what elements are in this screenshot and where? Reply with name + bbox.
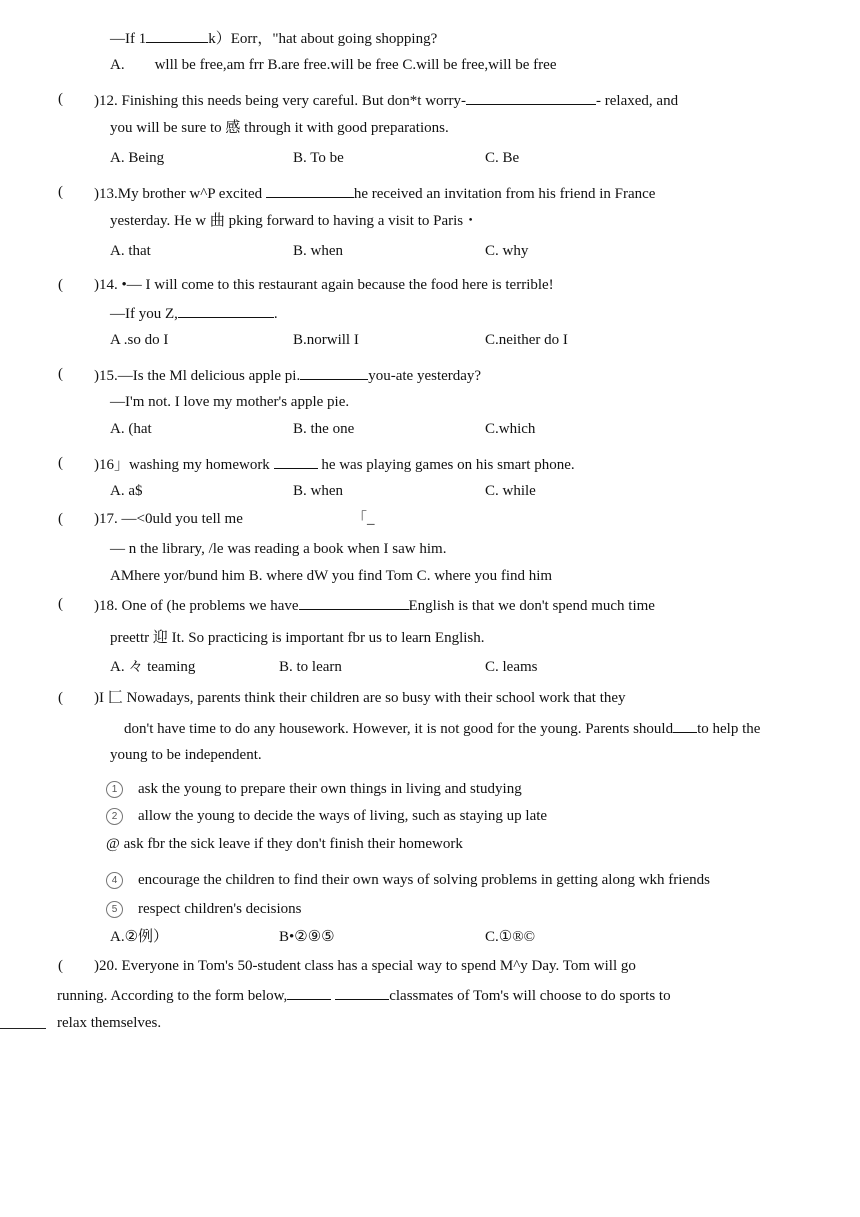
q19-item-text: respect children's decisions	[138, 901, 302, 917]
answer-blank[interactable]	[299, 595, 409, 610]
answer-blank[interactable]	[673, 718, 697, 733]
answer-blank[interactable]	[300, 365, 368, 380]
q16-option-c[interactable]: C. while	[485, 483, 536, 499]
q15-text-b: you-ate yesterday?	[368, 368, 482, 384]
q15-stem	[94, 365, 481, 385]
q19-line2	[124, 718, 760, 738]
q13-stem	[94, 183, 655, 203]
q15-option-a[interactable]: A. (hat	[110, 421, 152, 437]
q15-option-c[interactable]: C.which	[485, 421, 536, 437]
answer-blank[interactable]	[146, 28, 208, 43]
q19-text-a: don't have time to do any housework. However, it is not good for the young. Parents should	[124, 721, 674, 737]
q12-text-b: - relaxed, and	[596, 93, 679, 109]
q11-line	[110, 28, 437, 48]
q16-text-b: he was playing games on his smart phone.	[317, 457, 575, 473]
q18-line2: preettr 迎 It. So practicing is important fbr us to learn English.	[110, 630, 485, 646]
q12-line2: you will be sure to 感 through it with good preparations.	[110, 120, 449, 136]
q19-item-3	[106, 835, 463, 853]
q16-text-a: )16」washing my homework	[94, 457, 274, 473]
answer-paren[interactable]: (	[58, 366, 63, 382]
q15-line2: —I'm not. I love my mother's apple pie.	[110, 394, 350, 410]
q17-stem: )17. —<0uld you tell me	[94, 511, 243, 527]
q18-stem	[94, 595, 655, 615]
q20-line3: relax themselves.	[57, 1015, 162, 1031]
q16-option-a[interactable]: A. a$	[110, 483, 143, 499]
q13-option-c[interactable]: C. why	[485, 243, 529, 259]
q13-option-a[interactable]: A. that	[110, 243, 151, 259]
answer-paren[interactable]: (	[58, 958, 63, 974]
divider	[0, 1028, 46, 1029]
q13-text-b: he received an invitation from his friend in France	[353, 186, 656, 202]
circled-number-icon: 1	[106, 781, 123, 798]
q19-item-1	[106, 780, 522, 798]
q14-option-b[interactable]: B.norwill I	[293, 332, 359, 348]
q14-option-a[interactable]: A .so do I	[110, 332, 169, 348]
q19-option-a[interactable]: A.②例）	[110, 929, 169, 945]
q19-option-c[interactable]: C.①®©	[485, 929, 535, 945]
q17-mark: 「_	[352, 511, 375, 527]
answer-paren[interactable]: (	[58, 511, 63, 527]
q11-options	[110, 56, 556, 74]
q16-option-b[interactable]: B. when	[293, 483, 343, 499]
answer-blank[interactable]	[178, 303, 274, 318]
q15-option-b[interactable]: B. the one	[293, 421, 355, 437]
q20-stem: )20. Everyone in Tom's 50-student class has a special way to spend M^y Day. Tom will go	[94, 958, 636, 974]
answer-paren[interactable]: (	[58, 184, 63, 200]
q18-option-c[interactable]: C. leams	[485, 659, 538, 675]
answer-blank[interactable]	[287, 985, 331, 1000]
q11-text-b: k）Eorr，"hat about going shopping?	[208, 31, 438, 47]
q14-text-b: .	[273, 306, 278, 322]
q19-text-b: to help the	[697, 721, 761, 737]
q19-item-5	[106, 900, 301, 918]
q20-line2	[57, 985, 671, 1005]
q14-option-c[interactable]: C.neither do I	[485, 332, 568, 348]
answer-paren[interactable]: (	[58, 455, 63, 471]
q12-option-b[interactable]: B. To be	[293, 150, 344, 166]
q18-text-b: English is that we don't spend much time	[408, 598, 655, 614]
circled-number-icon: 5	[106, 901, 123, 918]
q17-line2: — n the library, /le was reading a book when I saw him.	[110, 541, 447, 557]
q19-item-4	[106, 871, 710, 889]
answer-blank[interactable]	[266, 183, 354, 198]
q20-text-a: running. According to the form below,	[57, 988, 288, 1004]
q18-text-a: )18. One of (he problems we have	[94, 598, 299, 614]
answer-blank[interactable]	[466, 90, 596, 105]
answer-blank[interactable]	[274, 454, 318, 469]
q19-stem: )I 匚 Nowadays, parents think their children are so busy with their school work that they	[94, 690, 626, 706]
q20-text-b: classmates of Tom's will choose to do sports to	[389, 988, 671, 1004]
q17-options[interactable]: AMhere yor/bund him B. where dW you find Tom C. where you find him	[110, 568, 553, 584]
q19-item-text: encourage the children to find their own ways of solving problems in getting along wkh friends	[138, 872, 710, 888]
q12-text-a: )12. Finishing this needs being very careful. But don*t worry-	[94, 93, 467, 109]
answer-paren[interactable]: (	[58, 277, 63, 293]
q16-stem	[94, 454, 575, 474]
q11-option-label: A.	[110, 57, 125, 73]
q13-text-a: )13.My brother w^P excited	[94, 186, 266, 202]
answer-blank[interactable]	[335, 985, 389, 1000]
answer-paren[interactable]: (	[58, 91, 63, 107]
answer-paren[interactable]: (	[58, 690, 63, 706]
q19-item-marker: @	[106, 836, 120, 852]
q13-line2: yesterday. He w 曲 pking forward to having a visit to Paris・	[110, 213, 479, 229]
answer-paren[interactable]: (	[58, 596, 63, 612]
q19-item-text: ask the young to prepare their own things in living and studying	[138, 781, 522, 797]
q11-option-text: wlll be free,am frr B.are free.will be free C.will be free,will be free	[154, 57, 557, 73]
q11-text-a: —If 1	[110, 31, 147, 47]
q19-item-text: allow the young to decide the ways of living, such as staying up late	[138, 808, 548, 824]
q18-option-b[interactable]: B. to learn	[279, 659, 342, 675]
q19-item-2	[106, 807, 547, 825]
q14-line2	[110, 303, 278, 323]
q14-stem: )14. •— I will come to this restaurant again because the food here is terrible!	[94, 277, 554, 293]
q12-option-c[interactable]: C. Be	[485, 150, 520, 166]
q14-text-a: —If you Z,	[110, 306, 178, 322]
q19-option-b[interactable]: B•②⑨⑤	[279, 929, 335, 945]
q13-option-b[interactable]: B. when	[293, 243, 343, 259]
q19-item-text: ask fbr the sick leave if they don't finish their homework	[123, 836, 463, 852]
circled-number-icon: 4	[106, 872, 123, 889]
circled-number-icon: 2	[106, 808, 123, 825]
q12-stem	[94, 90, 678, 110]
q18-option-a[interactable]: A. 々 teaming	[110, 659, 196, 675]
q15-text-a: )15.—Is the Ml delicious apple pi.	[94, 368, 301, 384]
q19-line3: young to be independent.	[110, 747, 262, 763]
q12-option-a[interactable]: A. Being	[110, 150, 165, 166]
